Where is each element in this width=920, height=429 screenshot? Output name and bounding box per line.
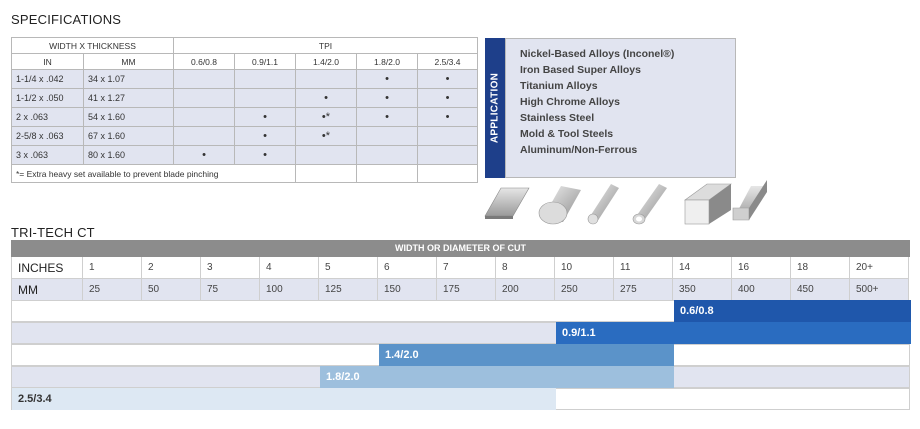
tpi-mark: • [296,89,357,108]
spec-row [12,108,478,127]
spec-mm: 80 x 1.60 [84,146,174,165]
tpi-header: TPI [174,38,478,54]
inches-value: 10 [555,257,614,279]
tpi-mark [357,146,418,165]
application-item: Mold & Tool Steels [520,128,614,140]
bar-row [11,388,910,410]
tpi-mark: • [174,146,235,165]
inches-value: 8 [496,257,555,279]
mm-row [11,279,910,301]
tpi-range-bar: 0.9/1.1 [556,322,911,344]
spec-row [12,70,478,89]
mm-label: MM [11,279,83,301]
tpi-col-header: 2.5/3.4 [418,54,478,70]
tpi-mark: • [357,89,418,108]
bar-row [11,300,910,322]
spec-row [12,146,478,165]
application-item: High Chrome Alloys [520,96,620,108]
flat-bar-icon [485,188,529,219]
mm-value: 350 [673,279,732,301]
inches-row [11,257,910,279]
spec-in: 3 x .063 [12,146,84,165]
tpi-mark: •* [296,127,357,146]
inches-value: 20+ [850,257,909,279]
angle-bar-icon [733,180,767,220]
spec-mm: 54 x 1.60 [84,108,174,127]
tube-icon [633,184,667,224]
inches-label: INCHES [11,257,83,279]
col-in-header: IN [12,54,84,70]
tritech-title: TRI-TECH CT [11,225,95,240]
tpi-mark [235,70,296,89]
application-item: Aluminum/Non-Ferrous [520,144,638,156]
tpi-mark [418,146,478,165]
spec-row [12,127,478,146]
tpi-col-header: 0.6/0.8 [174,54,235,70]
spec-in: 2 x .063 [12,108,84,127]
tpi-mark: • [357,70,418,89]
spec-in: 1-1/4 x .042 [12,70,84,89]
tpi-range-bar: 2.5/3.4 [12,388,556,410]
mm-value: 400 [732,279,791,301]
spec-in: 1-1/2 x .050 [12,89,84,108]
mm-value: 75 [201,279,260,301]
inches-value: 1 [83,257,142,279]
application-list [505,38,736,178]
tpi-range-bar: 1.8/2.0 [320,366,674,388]
application-item: Stainless Steel [520,112,595,124]
application-label: APPLICATION [489,72,501,144]
bar-row [11,344,910,366]
tpi-mark: • [235,127,296,146]
inches-value: 4 [260,257,319,279]
tpi-mark [418,127,478,146]
rod-icon [588,184,619,224]
spec-mm: 41 x 1.27 [84,89,174,108]
tpi-mark: • [418,108,478,127]
spec-note: *= Extra heavy set available to prevent blade pinching [12,165,296,183]
col-mm-header: MM [84,54,174,70]
tpi-mark [174,70,235,89]
spec-row [12,89,478,108]
material-shapes [483,180,773,228]
bar-row [11,366,910,388]
mm-value: 200 [496,279,555,301]
width-thickness-header: WIDTH X THICKNESS [12,38,174,54]
tpi-mark [296,146,357,165]
spec-mm: 34 x 1.07 [84,70,174,89]
mm-value: 50 [142,279,201,301]
round-bar-icon [539,186,581,224]
application-item: Titanium Alloys [520,80,598,92]
spec-mm: 67 x 1.60 [84,127,174,146]
mm-value: 250 [555,279,614,301]
application-label-bar [485,38,505,178]
tritech-grid [11,240,910,301]
inches-value: 7 [437,257,496,279]
application-item: Nickel-Based Alloys (Inconel®) [520,48,675,60]
inches-value: 2 [142,257,201,279]
mm-value: 500+ [850,279,909,301]
mm-value: 150 [378,279,437,301]
tpi-col-header: 1.4/2.0 [296,54,357,70]
mm-value: 175 [437,279,496,301]
tpi-mark: • [235,146,296,165]
tpi-col-header: 1.8/2.0 [357,54,418,70]
cut-width-header: WIDTH OR DIAMETER OF CUT [11,240,910,257]
tpi-mark [357,127,418,146]
mm-value: 450 [791,279,850,301]
spec-in: 2-5/8 x .063 [12,127,84,146]
inches-value: 11 [614,257,673,279]
tpi-mark: • [418,89,478,108]
tpi-mark: • [357,108,418,127]
tpi-mark [296,70,357,89]
mm-value: 125 [319,279,378,301]
tpi-mark [174,89,235,108]
tpi-mark [174,108,235,127]
tpi-range-bar: 1.4/2.0 [379,344,674,366]
tpi-col-header: 0.9/1.1 [235,54,296,70]
square-bar-icon [685,184,731,224]
application-item: Iron Based Super Alloys [520,64,641,76]
inches-value: 3 [201,257,260,279]
tpi-mark: • [418,70,478,89]
tpi-mark [174,127,235,146]
tpi-mark [235,89,296,108]
mm-value: 275 [614,279,673,301]
inches-value: 6 [378,257,437,279]
mm-value: 25 [83,279,142,301]
inches-value: 14 [673,257,732,279]
tpi-range-bar: 0.6/0.8 [674,300,911,322]
bar-row [11,322,910,344]
specifications-title: SPECIFICATIONS [11,12,122,27]
inches-value: 16 [732,257,791,279]
mm-value: 100 [260,279,319,301]
tpi-mark: • [235,108,296,127]
inches-value: 5 [319,257,378,279]
specifications-table [11,37,478,183]
tpi-range-bars [11,300,910,410]
inches-value: 18 [791,257,850,279]
tpi-mark: •* [296,108,357,127]
